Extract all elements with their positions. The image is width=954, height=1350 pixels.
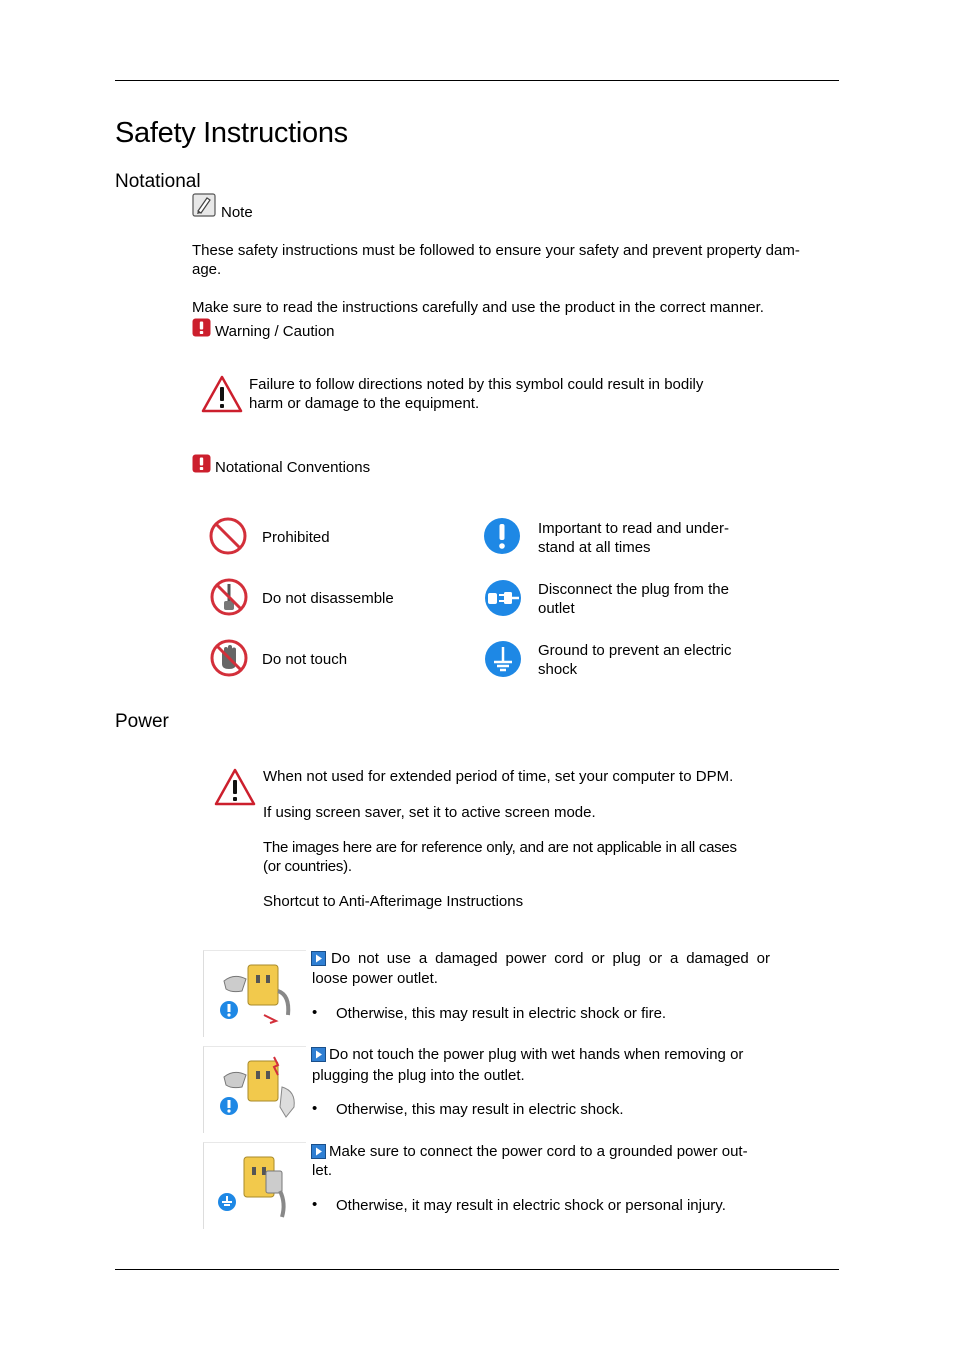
warning-text bbox=[249, 375, 703, 413]
item1-line-1: Do not use a damaged power cord or plug or a damaged or bbox=[331, 950, 770, 967]
power-item-bullet-3: Otherwise, it may result in electric shock or personal injury. bbox=[336, 1197, 726, 1214]
intro-paragraph bbox=[192, 241, 840, 279]
bullet-dot: • bbox=[312, 1100, 318, 1117]
conventions-label: Notational Conventions bbox=[215, 459, 371, 476]
warning-badge-icon bbox=[192, 318, 211, 337]
warning-label: Warning / Caution bbox=[215, 323, 335, 340]
power-item-bullet-1: Otherwise, this may result in electric shock or fire. bbox=[336, 1005, 667, 1022]
item2-line-2: plugging the plug into the outlet. bbox=[312, 1067, 525, 1084]
usage-paragraph: Make sure to read the instructions carefully and use the product in the correct manner. bbox=[192, 299, 764, 316]
ground-icon bbox=[484, 640, 522, 678]
convention-label-important bbox=[538, 519, 729, 557]
conventions-badge-icon bbox=[192, 454, 211, 473]
caution-triangle-icon bbox=[200, 374, 244, 414]
bullet-dot: • bbox=[312, 1004, 318, 1021]
power-note-screensaver: If using screen saver, set it to active screen mode. bbox=[263, 804, 596, 821]
item1-line-2: loose power outlet. bbox=[312, 970, 438, 987]
ground-line-2: shock bbox=[538, 661, 578, 678]
page-title: Safety Instructions bbox=[115, 117, 348, 149]
no-touch-icon bbox=[209, 638, 249, 678]
warning-text-line-2: harm or damage to the equipment. bbox=[249, 395, 480, 412]
intro-line-2: age. bbox=[192, 261, 222, 278]
power-item-bullet-2: Otherwise, this may result in electric shock. bbox=[336, 1101, 624, 1118]
convention-label-no-touch: Do not touch bbox=[262, 651, 348, 668]
prohibited-icon bbox=[208, 516, 248, 556]
convention-label-disconnect bbox=[538, 580, 729, 618]
convention-label-ground bbox=[538, 641, 731, 679]
top-rule bbox=[115, 80, 839, 81]
item2-line-1: Do not touch the power plug with wet hands when removing or bbox=[329, 1046, 744, 1063]
important-icon bbox=[483, 517, 521, 555]
disconnect-line-1: Disconnect the plug from the bbox=[538, 581, 729, 598]
power-note-dpm: When not used for extended period of time, set your computer to DPM. bbox=[263, 768, 734, 785]
item3-line-2: let. bbox=[312, 1162, 333, 1179]
anti-afterimage-shortcut[interactable]: Shortcut to Anti-Afterimage Instructions bbox=[263, 893, 524, 910]
convention-label-prohibited: Prohibited bbox=[262, 529, 330, 546]
power-item-text-1 bbox=[312, 949, 770, 988]
power-note-reference bbox=[263, 838, 737, 876]
item3-line-1: Make sure to connect the power cord to a grounded power out- bbox=[329, 1143, 748, 1160]
notational-heading: Notational bbox=[115, 171, 201, 192]
disconnect-line-2: outlet bbox=[538, 600, 575, 617]
power-item-text-3 bbox=[312, 1142, 774, 1180]
important-line-1: Important to read and under- bbox=[538, 520, 729, 537]
power-item-image-3 bbox=[203, 1142, 306, 1229]
power-item-text-2 bbox=[312, 1045, 774, 1085]
disconnect-plug-icon bbox=[484, 579, 522, 617]
warning-text-line-1: Failure to follow directions noted by this symbol could result in bodily bbox=[249, 376, 704, 393]
convention-label-no-disassemble: Do not disassemble bbox=[262, 590, 394, 607]
important-line-2: stand at all times bbox=[538, 539, 651, 556]
power-heading: Power bbox=[115, 711, 169, 732]
note-label: Note bbox=[221, 204, 253, 221]
power-item-image-1 bbox=[203, 950, 306, 1037]
bottom-rule bbox=[115, 1269, 839, 1270]
reference-line-2: (or countries). bbox=[263, 858, 352, 875]
reference-line-1: The images here are for reference only, and are not applicable in all cases bbox=[263, 839, 737, 856]
no-disassemble-icon bbox=[209, 577, 249, 617]
bullet-dot: • bbox=[312, 1196, 318, 1213]
intro-line-1: These safety instructions must be followed to ensure your safety and prevent property dam- bbox=[192, 242, 800, 259]
note-icon bbox=[192, 193, 216, 217]
power-caution-triangle-icon bbox=[213, 767, 257, 807]
power-item-image-2 bbox=[203, 1046, 306, 1133]
ground-line-1: Ground to prevent an electric bbox=[538, 642, 732, 659]
